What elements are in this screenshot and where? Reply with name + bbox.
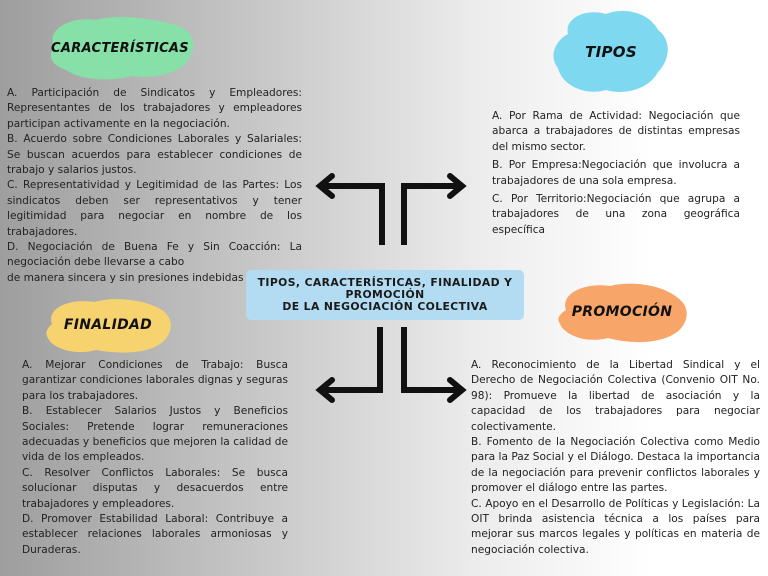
central-topic-line-2: PROMOCIÓN <box>345 288 425 301</box>
finalidad-title: FINALIDAD <box>63 317 153 333</box>
arrow-to-promocion <box>404 330 462 400</box>
promocion-item-c: C. Apoyo en el Desarrollo de Políticas y Legislación: La OIT brinda asistencia técnica a los países para mejorar sus marcos legales y políticas en materia de negociación colectiva. <box>471 497 760 556</box>
arrow-to-tipos <box>404 176 462 242</box>
caracteristicas-item-d: D. Negociación de Buena Fe y Sin Coacción: La negociación debe llevarse a cabo <box>7 241 302 269</box>
tipos-title: TIPOS <box>585 43 637 61</box>
promocion-title: PROMOCIÓN <box>571 304 673 320</box>
caracteristicas-item-d-cont: de manera sincera y sin presiones indebidas <box>7 271 244 284</box>
tipos-item-b: B. Por Empresa:Negociación que involucra a trabajadores de una sola empresa. <box>492 159 740 187</box>
central-topic-line-3: DE LA NEGOCIACIÓN COLECTIVA <box>282 300 488 313</box>
arrow-to-caracteristicas <box>320 176 382 242</box>
finalidad-item-c: C. Resolver Conflictos Laborales: Se busca solucionar disputas y desacuerdos entre trabajadores y empleadores. <box>22 466 288 510</box>
promocion-item-a: A. Reconocimiento de la Libertad Sindical y el Derecho de Negociación Colectiva (Convenio OIT No. 98): Promueve la libertad de asociación y la capacidad de los trabajadores para negociar colectivamente. <box>471 359 760 433</box>
finalidad-item-d: D. Promover Estabilidad Laboral: Contribuye a establecer relaciones laborales armoniosas y Duraderas. <box>22 513 288 556</box>
finalidad-item-a: A. Mejorar Condiciones de Trabajo: Busca garantizar condiciones laborales dignas y seguras para los trabajadores. <box>22 359 288 402</box>
central-topic-line-1: TIPOS, CARACTERÍSTICAS, FINALIDAD Y <box>257 276 513 289</box>
caracteristicas-title: CARACTERÍSTICAS <box>51 40 189 56</box>
promocion-item-b: B. Fomento de la Negociación Colectiva como Medio para la Paz Social y el Diálogo. Destaca la importancia de la negociación para prevenir conflictos laborales y promover el diálogo entre las partes. <box>471 436 760 495</box>
central-topic <box>246 270 524 320</box>
caracteristicas-item-c: C. Representatividad y Legitimidad de las Partes: Los sindicatos deben ser representativos y tener legitimidad para negociar en nombre de los trabajadores. <box>7 179 302 238</box>
caracteristicas-item-b: B. Acuerdo sobre Condiciones Laborales y Salariales: Se buscan acuerdos para establecer condiciones de trabajo y salarios justos. <box>7 133 302 177</box>
tipos-item-a: A. Por Rama de Actividad: Negociación que abarca a trabajadores de distintas empresas del mismo sector. <box>492 110 740 153</box>
arrow-to-finalidad <box>320 330 380 400</box>
finalidad-item-b: B. Establecer Salarios Justos y Beneficios Sociales: Pretende lograr remuneraciones adecuadas y beneficios que mejoren la calidad de vida de los empleados. <box>22 405 288 464</box>
caracteristicas-item-a: A. Participación de Sindicatos y Empleadores: Representantes de los trabajadores y empleadores participan activamente en la negociación. <box>7 87 302 130</box>
tipos-item-c: C. Por Territorio:Negociación que agrupa a trabajadores de una zona geográfica específica <box>492 193 740 236</box>
